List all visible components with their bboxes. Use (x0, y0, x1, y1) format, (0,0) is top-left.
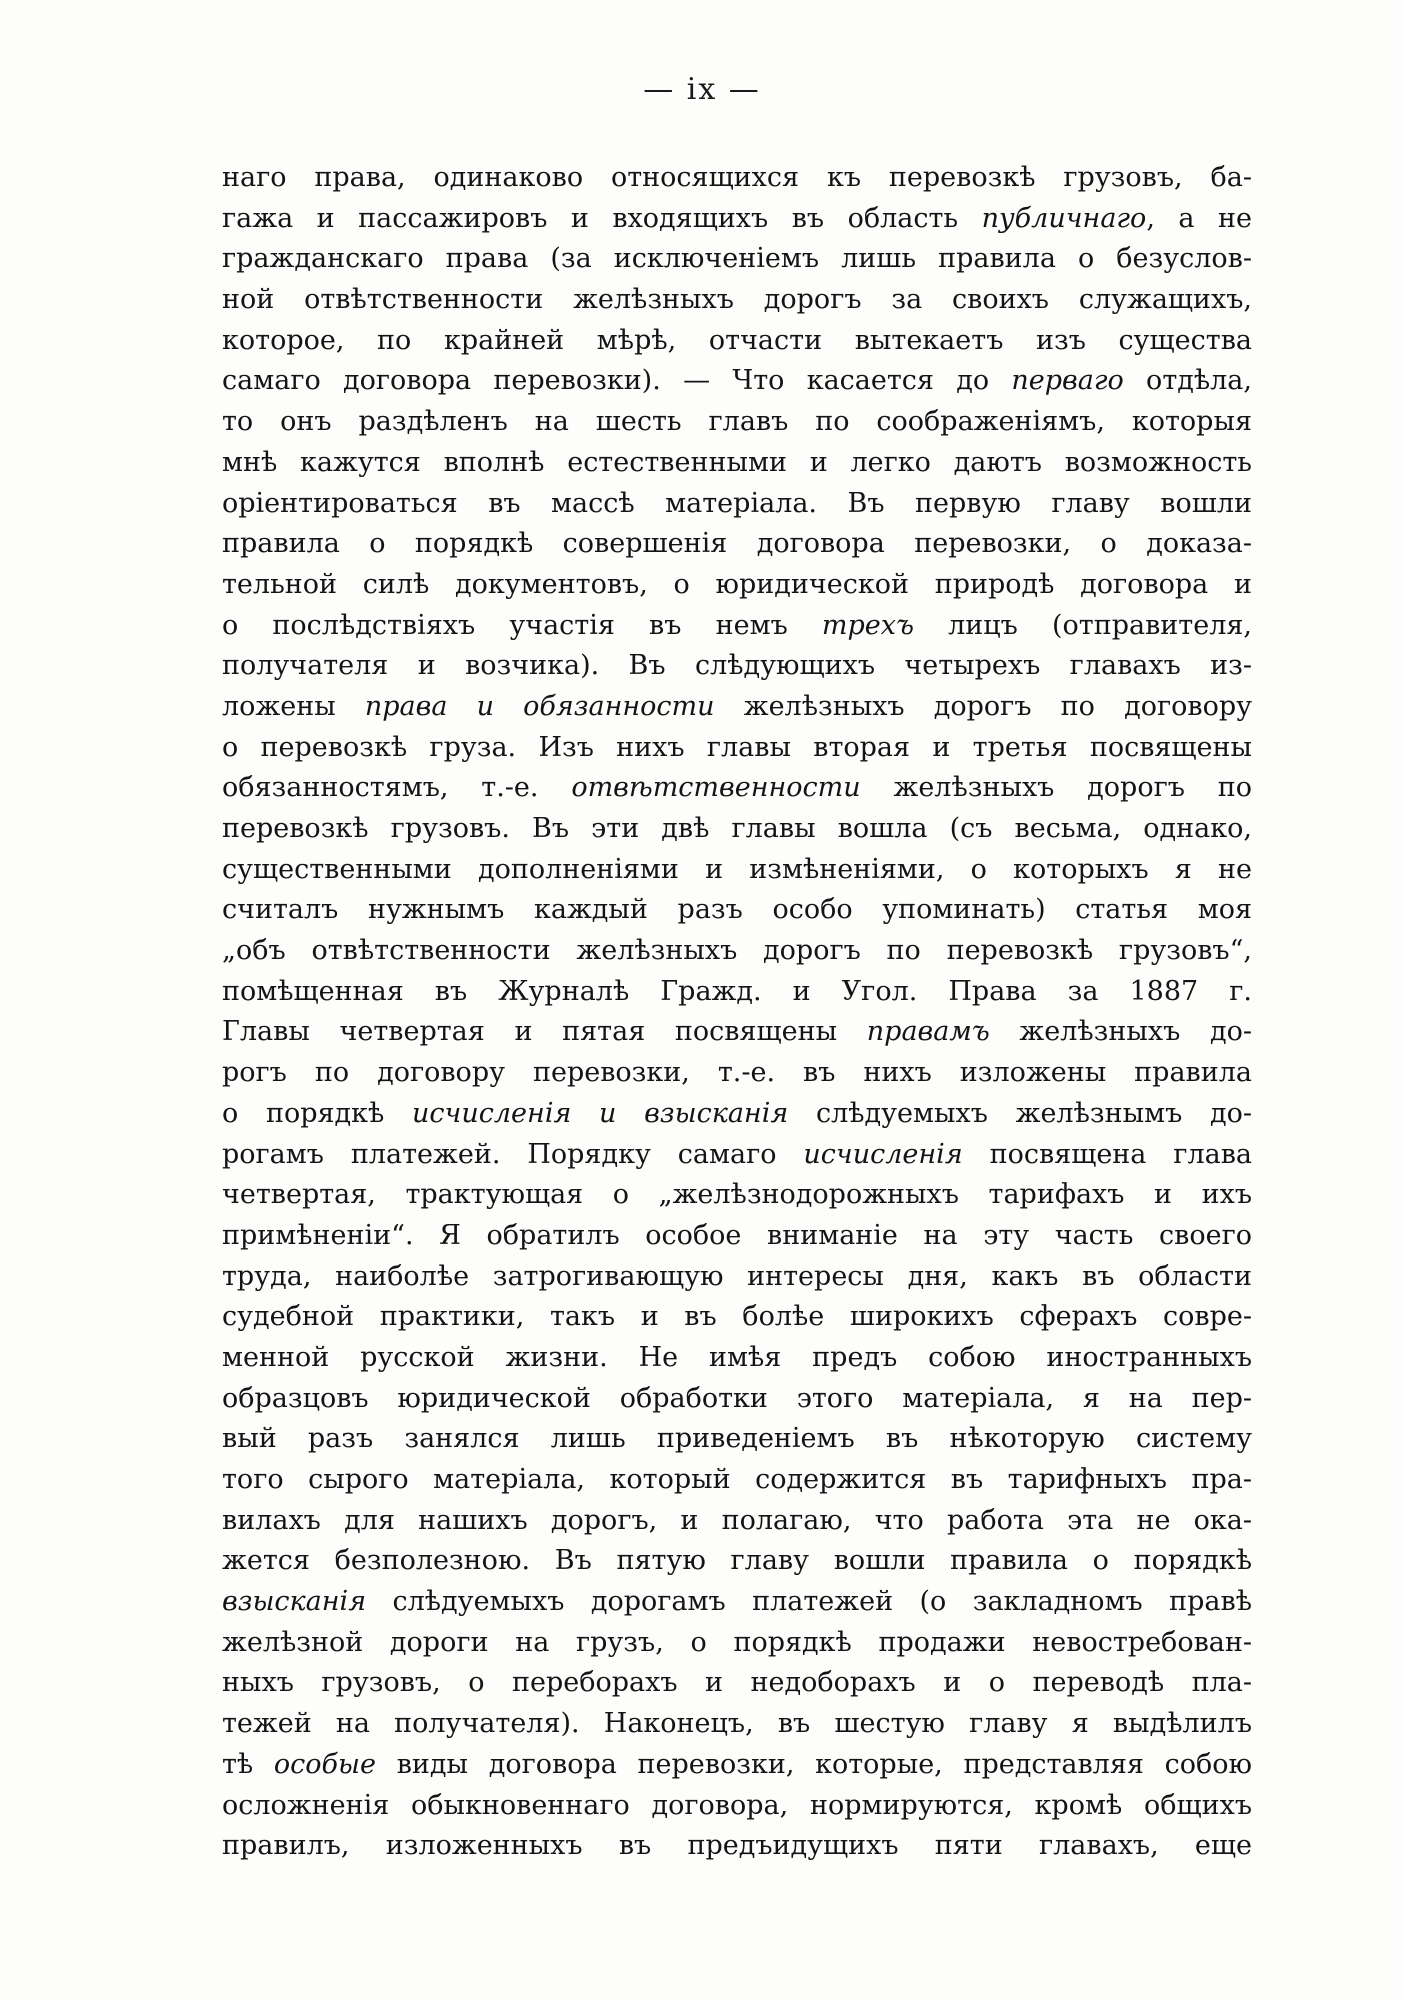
text-run: тѣ (222, 1748, 274, 1780)
text-line (222, 687, 1252, 728)
text-run: труда, наиболѣе затрогивающую интересы дня, какъ въ области (222, 1260, 1252, 1292)
text-line (222, 1826, 1252, 1867)
text-line (222, 809, 1252, 850)
text-run: правила о порядкѣ совершенія договора перевозки, о доказа- (222, 528, 1252, 560)
text-run: слѣдуемыхъ дорогамъ платежей (о закладномъ правѣ (366, 1586, 1252, 1618)
text-run: которое, по крайней мѣрѣ, отчасти вытекаетъ изъ существа (222, 324, 1252, 356)
text-line (222, 606, 1252, 647)
text-run: образцовъ юридической обработки этого матеріала, я на пер- (222, 1382, 1252, 1414)
text-line (222, 361, 1252, 402)
text-run: о порядкѣ (222, 1097, 413, 1129)
page-number: — ix — (643, 72, 761, 107)
text-line (222, 443, 1252, 484)
text-line (222, 1419, 1252, 1460)
text-run: вый разъ занялся лишь приведеніемъ въ нѣкоторую систему (222, 1423, 1252, 1455)
text-line (222, 239, 1252, 280)
italic-text: правамъ (866, 1016, 990, 1048)
text-run: помѣщенная въ Журналѣ Гражд. и Угол. Права за 1887 г. (222, 975, 1252, 1007)
text-run: четвертая, трактующая о „желѣзнодорожныхъ тарифахъ и ихъ (222, 1179, 1252, 1211)
text-line (222, 484, 1252, 525)
text-line (222, 1135, 1252, 1176)
text-run: „объ отвѣтственности желѣзныхъ дорогъ по перевозкѣ грузовъ“, (222, 935, 1252, 967)
body-text (222, 158, 1252, 1867)
text-line (222, 1704, 1252, 1745)
text-run: ной отвѣтственности желѣзныхъ дорогъ за своихъ служащихъ, (222, 284, 1252, 316)
italic-text: права и обязанности (364, 690, 715, 722)
text-run: , а не (1146, 202, 1252, 234)
text-line (222, 1297, 1252, 1338)
text-line (222, 158, 1252, 199)
text-line (222, 1338, 1252, 1379)
text-run: жется безполезною. Въ пятую главу вошли правила о порядкѣ (222, 1545, 1252, 1577)
text-run: ложены (222, 690, 365, 722)
text-line (222, 1501, 1252, 1542)
italic-text: исчисленія и взысканія (412, 1097, 789, 1129)
text-line (222, 972, 1252, 1013)
text-run: ныхъ грузовъ, о переборахъ и недоборахъ и о переводѣ пла- (222, 1667, 1252, 1699)
text-line (222, 768, 1252, 809)
text-run: правилъ, изложенныхъ въ предъидущихъ пяти главахъ, еще (222, 1830, 1252, 1862)
text-run: то онъ раздѣленъ на шесть главъ по соображеніямъ, которыя (222, 406, 1252, 438)
text-run: обязанностямъ, т.-е. (222, 772, 572, 804)
text-line (222, 646, 1252, 687)
text-run: гажа и пассажировъ и входящихъ въ область (222, 202, 982, 234)
text-run: осложненія обыкновеннаго договора, нормируются, кромѣ общихъ (222, 1789, 1252, 1821)
text-run: считалъ нужнымъ каждый разъ особо упоминать) статья моя (222, 894, 1252, 926)
italic-text: перваго (1011, 365, 1124, 397)
text-run: менной русской жизни. Не имѣя предъ собою иностранныхъ (222, 1341, 1252, 1373)
text-run: гражданскаго права (за исключеніемъ лишь правила о безуслов- (222, 243, 1252, 275)
text-run: отдѣла, (1123, 365, 1252, 397)
text-line (222, 931, 1252, 972)
italic-text: трехъ (821, 609, 914, 641)
text-line (222, 1379, 1252, 1420)
italic-text: публичнаго (981, 202, 1147, 234)
text-run: самаго договора перевозки). — Что касается до (222, 365, 1012, 397)
text-run: виды договора перевозки, которые, представляя собою (376, 1748, 1252, 1780)
italic-text: особые (273, 1748, 377, 1780)
text-run: примѣненіи“. Я обратилъ особое вниманіе на эту часть своего (222, 1219, 1252, 1251)
text-run: судебной практики, такъ и въ болѣе широкихъ сферахъ совре- (222, 1301, 1252, 1333)
text-run: рогъ по договору перевозки, т.-е. въ нихъ изложены правила (222, 1057, 1252, 1089)
text-line (222, 199, 1252, 240)
text-line (222, 1257, 1252, 1298)
italic-text: взысканія (222, 1586, 367, 1618)
text-line (222, 1175, 1252, 1216)
text-line (222, 1053, 1252, 1094)
text-run: тежей на получателя). Наконецъ, въ шестую главу я выдѣлилъ (222, 1708, 1252, 1740)
text-line (222, 1094, 1252, 1135)
text-line (222, 1012, 1252, 1053)
text-run: слѣдуемыхъ желѣзнымъ до- (788, 1097, 1252, 1129)
text-line (222, 1582, 1252, 1623)
text-run: того сырого матеріала, который содержится въ тарифныхъ пра- (222, 1464, 1252, 1495)
text-line (222, 1541, 1252, 1582)
text-line (222, 1663, 1252, 1704)
text-run: оріентироваться въ массѣ матеріала. Въ первую главу вошли (222, 487, 1252, 519)
text-line (222, 1460, 1252, 1501)
text-run: желѣзныхъ дорогъ по (860, 772, 1252, 804)
text-line (222, 280, 1252, 321)
text-run: желѣзныхъ до- (989, 1016, 1252, 1048)
italic-text: отвѣтственности (571, 772, 861, 804)
text-line (222, 524, 1252, 565)
text-run: перевозкѣ грузовъ. Въ эти двѣ главы вошла (съ весьма, однако, (222, 813, 1252, 844)
text-run: лицъ (отправителя, (914, 609, 1252, 641)
text-line (222, 850, 1252, 891)
text-run: посвящена глава (962, 1138, 1252, 1170)
text-line (222, 402, 1252, 443)
text-run: существенными дополненіями и измѣненіями, о которыхъ я не (222, 853, 1252, 885)
text-line (222, 890, 1252, 931)
text-run: о послѣдствіяхъ участія въ немъ (222, 609, 822, 641)
text-run: наго права, одинаково относящихся къ перевозкѣ грузовъ, ба- (222, 162, 1252, 193)
text-run: желѣзной дороги на грузъ, о порядкѣ продажи невостребован- (222, 1626, 1252, 1658)
text-run: получателя и возчика). Въ слѣдующихъ четырехъ главахъ из- (222, 650, 1252, 682)
text-line (222, 321, 1252, 362)
text-line (222, 728, 1252, 769)
text-run: мнѣ кажутся вполнѣ естественными и легко даютъ возможность (222, 446, 1252, 478)
text-line (222, 1216, 1252, 1257)
text-line (222, 565, 1252, 606)
italic-text: исчисленія (803, 1138, 963, 1170)
text-run: желѣзныхъ дорогъ по договору (714, 690, 1252, 722)
text-run: о перевозкѣ груза. Изъ нихъ главы вторая и третья посвящены (222, 731, 1252, 763)
text-line (222, 1786, 1252, 1827)
text-run: вилахъ для нашихъ дорогъ, и полагаю, что работа эта не ока- (222, 1504, 1252, 1536)
text-run: тельной силѣ документовъ, о юридической природѣ договора и (222, 568, 1252, 600)
text-run: рогамъ платежей. Порядку самаго (222, 1138, 804, 1170)
text-run: Главы четвертая и пятая посвящены (222, 1016, 867, 1048)
text-line (222, 1623, 1252, 1664)
text-line (222, 1745, 1252, 1786)
